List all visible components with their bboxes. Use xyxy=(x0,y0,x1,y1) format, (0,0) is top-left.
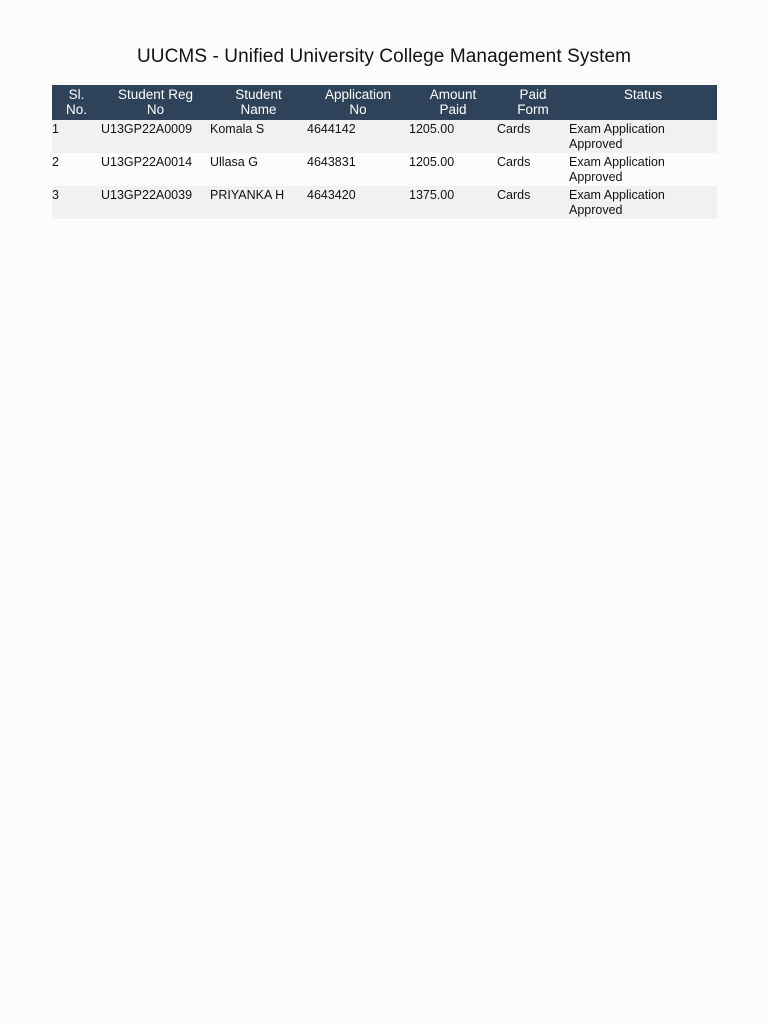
cell-amount-paid: 1205.00 xyxy=(409,120,497,153)
header-line: Sl. xyxy=(68,87,85,102)
header-line: Name xyxy=(240,102,277,117)
cell-student-name: Ullasa G xyxy=(210,153,307,186)
status-text: Exam Application xyxy=(569,122,665,136)
header-line: Paid xyxy=(439,102,467,117)
status-text: Approved xyxy=(569,169,623,184)
header-line: Status xyxy=(623,87,663,102)
cell-application-no: 4643420 xyxy=(307,186,409,219)
status-text: Exam Application xyxy=(569,188,665,202)
cell-sl-no: 2 xyxy=(52,153,101,186)
header-line: Student Reg xyxy=(117,87,194,102)
column-header-sl-no xyxy=(52,85,101,120)
column-header-status xyxy=(569,85,717,120)
cell-application-no: 4644142 xyxy=(307,120,409,153)
cell-student-name: Komala S xyxy=(210,120,307,153)
header-line: Student xyxy=(235,87,282,102)
table-body xyxy=(52,120,717,219)
column-header-student-reg-no xyxy=(101,85,210,120)
exam-application-table xyxy=(52,85,717,219)
cell-student-reg-no: U13GP22A0039 xyxy=(101,186,210,219)
header-line: No. xyxy=(65,102,87,117)
cell-sl-no: 1 xyxy=(52,120,101,153)
table-row xyxy=(52,120,717,153)
table-header xyxy=(52,85,717,120)
header-line: Amount xyxy=(429,87,477,102)
column-header-student-name xyxy=(210,85,307,120)
status-text: Approved xyxy=(569,202,623,217)
header-row xyxy=(52,85,717,120)
cell-status xyxy=(569,120,717,153)
table-row xyxy=(52,186,717,219)
header-line: Paid xyxy=(519,87,547,102)
cell-sl-no: 3 xyxy=(52,186,101,219)
column-header-amount-paid xyxy=(409,85,497,120)
header-line: Application xyxy=(324,87,392,102)
cell-status xyxy=(569,186,717,219)
cell-student-reg-no: U13GP22A0009 xyxy=(101,120,210,153)
cell-paid-form: Cards xyxy=(497,153,569,186)
column-header-paid-form xyxy=(497,85,569,120)
status-text: Exam Application xyxy=(569,155,665,169)
cell-application-no: 4643831 xyxy=(307,153,409,186)
column-header-application-no xyxy=(307,85,409,120)
cell-amount-paid: 1205.00 xyxy=(409,153,497,186)
cell-paid-form: Cards xyxy=(497,186,569,219)
cell-amount-paid: 1375.00 xyxy=(409,186,497,219)
header-line: Form xyxy=(517,102,549,117)
cell-paid-form: Cards xyxy=(497,120,569,153)
cell-student-reg-no: U13GP22A0014 xyxy=(101,153,210,186)
status-text: Approved xyxy=(569,136,623,151)
header-line: No xyxy=(146,102,165,117)
page-title: UUCMS - Unified University College Management System xyxy=(136,46,632,67)
table-row xyxy=(52,153,717,186)
cell-student-name: PRIYANKA H xyxy=(210,186,307,219)
header-line: No xyxy=(349,102,367,117)
cell-status xyxy=(569,153,717,186)
